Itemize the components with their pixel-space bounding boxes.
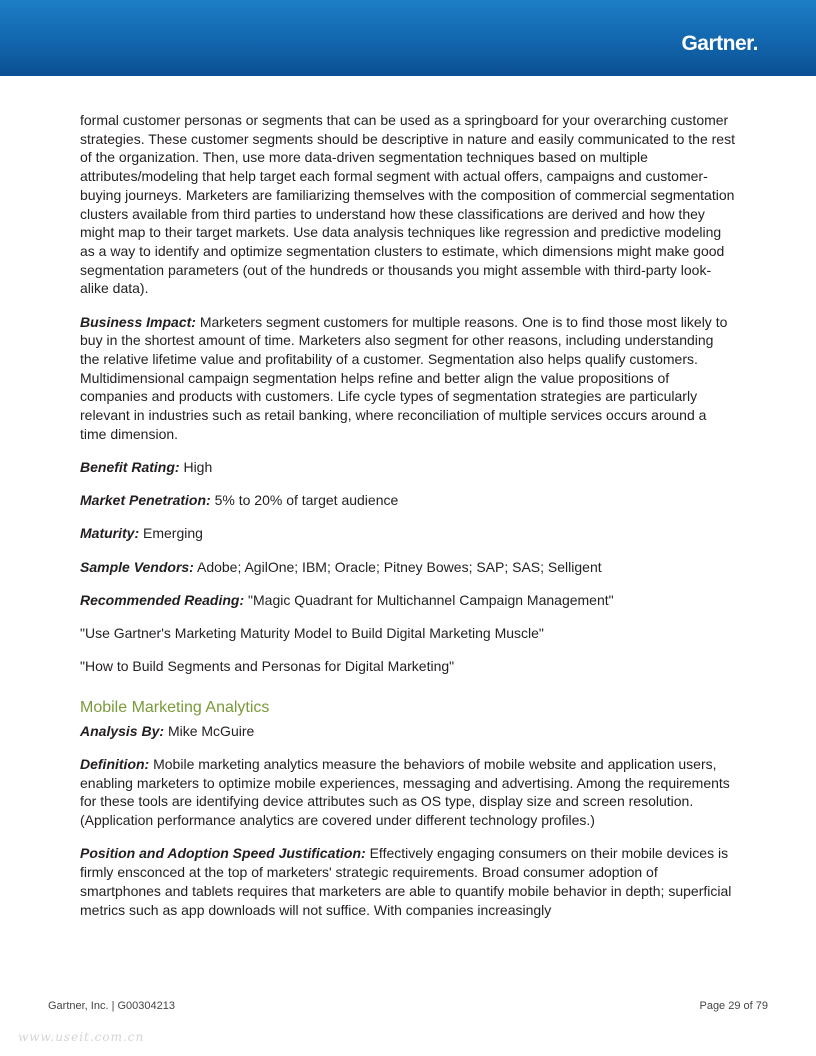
maturity-paragraph	[80, 524, 736, 543]
section-heading: Mobile Marketing Analytics	[80, 698, 270, 716]
definition-label: Definition:	[80, 756, 150, 773]
sample-vendors-value: Adobe; AgilOne; IBM; Oracle; Pitney Bowes; SAP; SAS; Selligent	[196, 558, 602, 575]
business-impact-label: Business Impact:	[80, 313, 196, 330]
recommended-reading-label: Recommended Reading:	[80, 591, 245, 608]
analysis-by-label: Analysis By:	[80, 722, 165, 739]
analysis-by-value: Mike McGuire	[167, 722, 255, 739]
footer-page-number: Page 29 of 79	[699, 1000, 768, 1012]
position-adoption-label: Position and Adoption Speed Justification:	[80, 845, 366, 862]
business-impact-text: Marketers segment customers for multiple reasons. One is to find those most likely to buy in the shortest amount of time. Marketers also segment for other reasons, including understanding the relative lifetime value and profitability of a customer. Segmentation also helps qualify customers. Multidimensional campaign segmentation helps refine and better align the value propositions of companies and products with customers. Life cycle types of segmentation strategies are particularly relevant in industries such as retail banking, where reconciliation of multiple services occurs around a time dimension.	[80, 313, 728, 442]
definition-text: Mobile marketing analytics measure the behaviors of mobile website and application users, enabling marketers to optimize mobile experiences, messaging and advertising. Among the requirements for these tools are identifying device attributes such as OS type, display size and screen resolution. (Application performance analytics are covered under different technology profiles.)	[80, 756, 730, 829]
gartner-logo: Gartner.	[681, 32, 758, 55]
document-body	[80, 111, 736, 934]
benefit-rating-label: Benefit Rating:	[80, 458, 180, 475]
definition-paragraph	[80, 755, 736, 830]
maturity-value: Emerging	[143, 525, 203, 542]
position-adoption-paragraph	[80, 844, 736, 919]
header-band	[0, 0, 816, 76]
recommended-reading-item: "Use Gartner's Marketing Maturity Model to Build Digital Marketing Muscle"	[80, 624, 544, 641]
recommended-reading-item: "Magic Quadrant for Multichannel Campaign Management"	[248, 591, 614, 608]
footer-document-id: Gartner, Inc. | G00304213	[48, 1000, 175, 1012]
sample-vendors-label: Sample Vendors:	[80, 558, 194, 575]
sample-vendors-paragraph	[80, 558, 736, 577]
maturity-label: Maturity:	[80, 525, 140, 542]
benefit-rating-value: High	[183, 458, 213, 475]
intro-paragraph: formal customer personas or segments that can be used as a springboard for your overarching customer strategies. These customer segments should be descriptive in nature and easily communicated to the rest of the organization. Then, use more data-driven segmentation techniques based on multiple attributes/modeling that help target each formal segment with actual offers, campaigns and customer-buying journeys. Marketers are familiarizing themselves with the composition of commercial segmentation clusters available from third parties to understand how these classifications are derived and how they might map to their target markets. Use data analysis techniques like regression and predictive modeling as a way to identify and optimize segmentation clusters to estimate, which dimensions might make good segmentation parameters (out of the hundreds or thousands you might assemble with third-party look-alike data).	[80, 112, 735, 297]
recommended-reading-paragraph	[80, 591, 736, 610]
benefit-rating-paragraph	[80, 458, 736, 477]
analysis-by-paragraph	[80, 722, 736, 741]
business-impact-paragraph	[80, 313, 736, 444]
position-adoption-text: Effectively engaging consumers on their mobile devices is firmly ensconced at the top of marketers' strategic requirements. Broad consumer adoption of smartphones and tablets requires that marketers are able to quantify mobile behavior in depth; superficial metrics such as app downloads will not suffice. With companies increasingly	[80, 845, 732, 918]
recommended-reading-item: "How to Build Segments and Personas for Digital Marketing"	[80, 658, 455, 675]
market-penetration-value: 5% to 20% of target audience	[214, 492, 399, 509]
market-penetration-paragraph	[80, 491, 736, 510]
watermark: www.useit.com.cn	[18, 1030, 145, 1044]
market-penetration-label: Market Penetration:	[80, 492, 211, 509]
